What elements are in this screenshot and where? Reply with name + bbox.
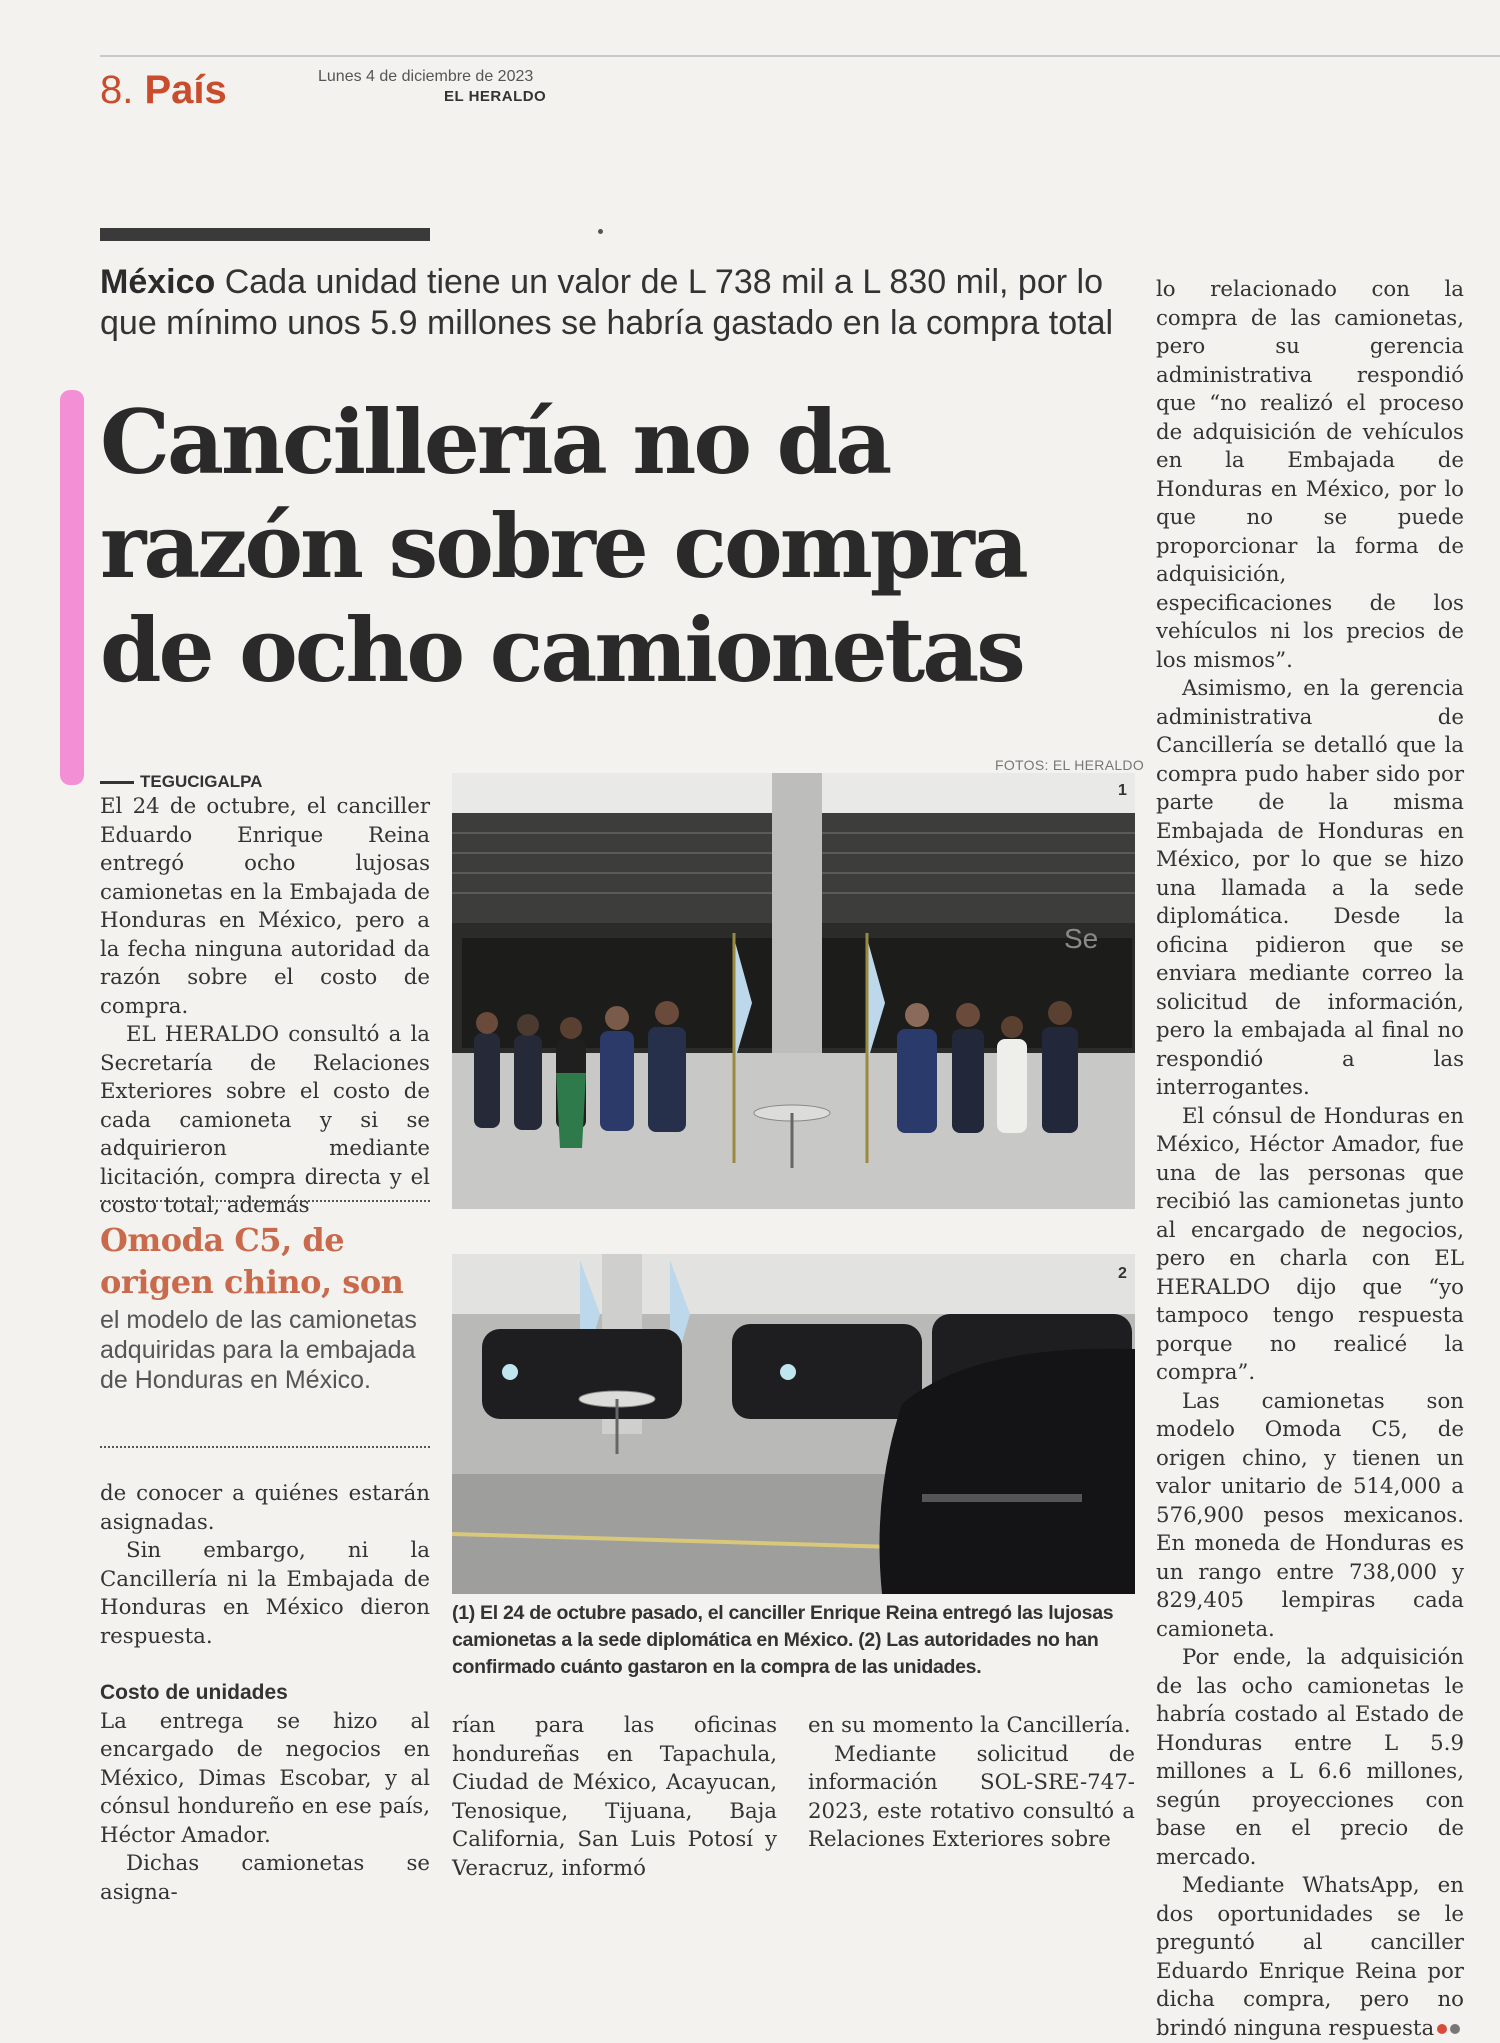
body-column-1-continued: [100, 1480, 430, 1907]
publication-name: EL HERALDO: [444, 88, 547, 105]
body-paragraph: lo relacionado con la compra de las camionetas, pero su gerencia administrativa respondió que “no realizó el proceso de adquisición de vehículos en la Embajada de Honduras en México, por lo que no se puede proporcionar la forma de adquisición, especificaciones de los vehículos ni los precios de los mismos”.: [1156, 277, 1464, 673]
body-column-4: [1156, 276, 1464, 2043]
photo-embassy-delivery: [452, 773, 1135, 1209]
issue-date: Lunes 4 de diciembre de 2023: [318, 68, 534, 85]
top-rule: [100, 55, 1500, 57]
pullquote-text: el modelo de las camionetas adquiridas para la embajada de Honduras en México.: [100, 1306, 417, 1394]
body-paragraph: La entrega se hizo al encargado de negocios en México, Dimas Escobar, y al cónsul hondureño en ese país, Héctor Amador.: [100, 1708, 430, 1848]
body-column-3: [808, 1712, 1135, 1855]
end-mark-icon: [1437, 2024, 1447, 2034]
body-paragraph: Las camionetas son modelo Omoda C5, de origen chino, y tienen un valor unitario de 514,000 a 576,900 pesos mexicanos. En moneda de Honduras es un rango entre 738,000 y 829,405 lempiras cada camioneta.: [1156, 1388, 1464, 1642]
subheading: Costo de unidades: [100, 1681, 288, 1704]
body-paragraph: Por ende, la adquisición de las ocho camionetas le habría costado al Estado de Honduras entre L 5.9 millones a L 6.6 millones, según proyecciones con base en el precio de mercado.: [1156, 1645, 1464, 1870]
body-paragraph: EL HERALDO consultó a la Secretaría de Relaciones Exteriores sobre el costo de cada camioneta y si se adquirieron mediante licitación, compra directa y el costo total, además: [100, 1022, 430, 1218]
body-paragraph: en su momento la Cancillería.: [808, 1713, 1131, 1738]
body-paragraph-final: [1156, 1872, 1464, 2043]
pullquote-highlight: Omoda C5, de origen chino, son: [100, 1221, 404, 1301]
body-paragraph: Dichas camionetas se asigna-: [100, 1851, 430, 1905]
ink-dot: [598, 229, 603, 234]
pullquote-top-rule: [100, 1200, 430, 1202]
body-column-2: [452, 1712, 777, 1883]
headline: Cancillería no da razón sobre compra de ocho camionetas: [100, 390, 1026, 702]
dateline: [100, 772, 430, 792]
body-paragraph: Asimismo, en la gerencia administrativa de Cancillería se detalló que la compra pudo haber sido por parte de la misma Embajada de Honduras en México, por lo que se hizo una llamada a la sede diplomática. Desde la oficina pidieron que se enviara mediante correo la solicitud de información, pero la embajada al final no respondió a las interrogantes.: [1156, 676, 1464, 1100]
page-number: 8.: [100, 68, 134, 112]
body-paragraph: de conocer a quiénes estarán asignadas.: [100, 1481, 430, 1535]
kicker: [100, 262, 1135, 344]
kicker-text: Cada unidad tiene un valor de L 738 mil a L 830 mil, por lo que mínimo unos 5.9 millones se habría gastado en la compra total: [100, 263, 1114, 342]
photo-number-2: 2: [1118, 1265, 1127, 1282]
body-paragraph: El 24 de octubre, el canciller Eduardo Enrique Reina entregó ocho lujosas camionetas en la Embajada de Honduras en México, pero a la fecha ninguna autoridad da razón sobre el costo de compra.: [100, 794, 430, 1019]
body-paragraph: Mediante solicitud de información SOL-SRE-747-2023, este rotativo consultó a Relaciones Exteriores sobre: [808, 1741, 1135, 1852]
pullquote-bottom-rule: [100, 1446, 430, 1448]
body-paragraph: rían para las oficinas hondureñas en Tapachula, Ciudad de México, Acayucan, Tenosique, Tijuana, Baja California, San Luis Potosí y Veracruz, informó: [452, 1713, 777, 1881]
section-name: País: [144, 68, 227, 112]
photo-vehicles: [452, 1254, 1135, 1594]
photo-credit: FOTOS: EL HERALDO: [995, 757, 1145, 773]
dateline-rule: [100, 781, 134, 784]
page-header: [100, 68, 227, 113]
photo-number-1: 1: [1118, 782, 1127, 799]
end-mark-icon: [1450, 2024, 1460, 2034]
kicker-bar: [100, 228, 430, 241]
body-paragraph: Sin embargo, ni la Cancillería ni la Embajada de Honduras en México dieron respuesta.: [100, 1538, 430, 1649]
dateline-text: TEGUCIGALPA: [140, 772, 263, 791]
final-text: Mediante WhatsApp, en dos oportunidades se le preguntó al canciller Eduardo Enrique Reina por dicha compra, pero no brindó ninguna respuesta: [1156, 1873, 1464, 2041]
body-column-1: [100, 793, 430, 1221]
kicker-label: México: [100, 263, 216, 301]
building-sign-text: Se: [1064, 923, 1099, 954]
body-paragraph: El cónsul de Honduras en México, Héctor Amador, fue una de las personas que recibió las camionetas junto al encargado de negocios, pero en charla con EL HERALDO dijo que “yo tampoco tengo respuesta porque no realicé la compra”.: [1156, 1103, 1464, 1385]
photo-caption: (1) El 24 de octubre pasado, el canciller Enrique Reina entregó las lujosas camionetas a la sede diplomática en México. (2) Las autoridades no han confirmado cuánto gastaron en la compra de las unidades.: [452, 1602, 1114, 1678]
highlighter-mark: [60, 390, 84, 785]
